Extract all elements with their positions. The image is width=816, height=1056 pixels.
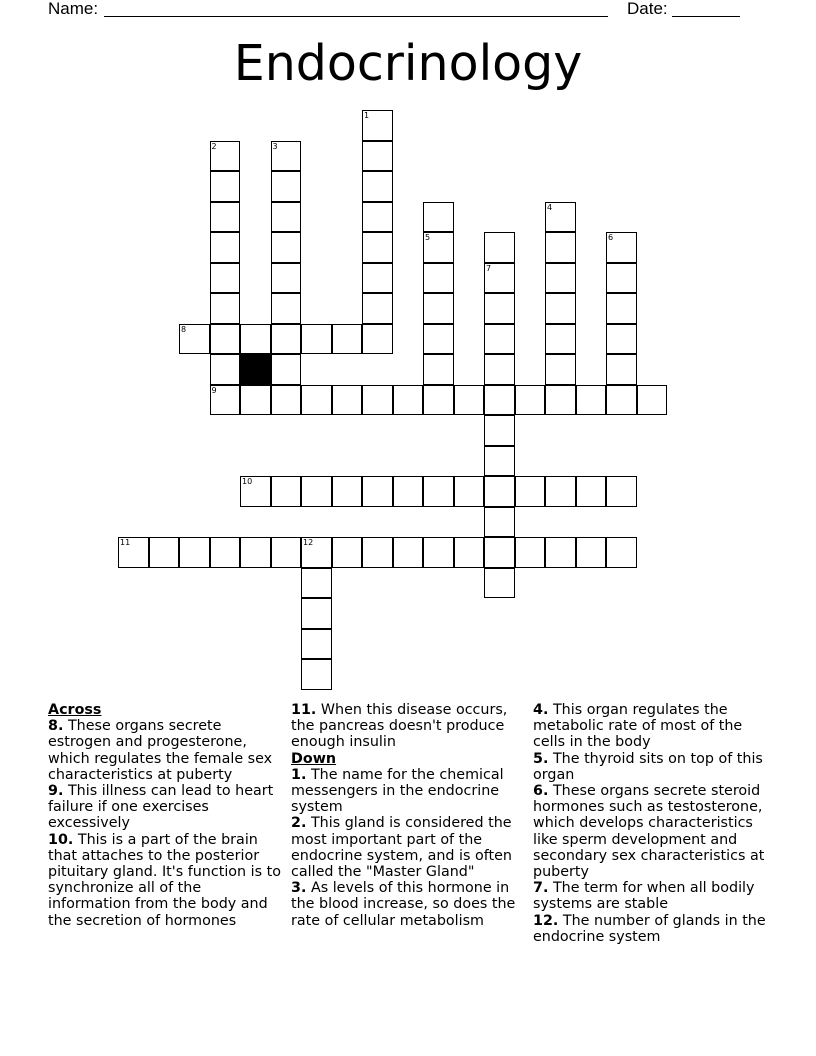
clue-text: The number of glands in the endocrine system: [533, 912, 766, 945]
clue-down-7: [533, 880, 771, 912]
grid-cell[interactable]: [545, 324, 576, 355]
clue-text: When this disease occurs, the pancreas doesn't produce enough insulin: [291, 702, 508, 751]
clue-number: 2.: [291, 815, 307, 832]
grid-cell[interactable]: [454, 476, 485, 507]
grid-cell[interactable]: [301, 598, 332, 629]
grid-cell[interactable]: [484, 507, 515, 538]
grid-cell[interactable]: [484, 446, 515, 477]
clue-column-3: [533, 702, 771, 945]
grid-cell[interactable]: [210, 537, 241, 568]
grid-cell[interactable]: [393, 476, 424, 507]
clue-down-12: [533, 913, 771, 945]
grid-cell[interactable]: [484, 476, 515, 507]
cell-number-1: 1: [364, 111, 370, 120]
grid-cell[interactable]: [484, 293, 515, 324]
grid-cell[interactable]: [545, 263, 576, 294]
grid-cell[interactable]: [301, 568, 332, 599]
grid-cell[interactable]: [210, 324, 241, 355]
clue-number: 12.: [533, 912, 559, 929]
clue-number: 7.: [533, 880, 549, 897]
grid-cell[interactable]: [545, 385, 576, 416]
clue-across-9: [48, 783, 284, 832]
grid-cell[interactable]: [515, 476, 546, 507]
grid-cell[interactable]: [362, 232, 393, 263]
grid-cell[interactable]: [637, 385, 668, 416]
grid-cell[interactable]: [271, 171, 302, 202]
clue-text: The name for the chemical messengers in the endocrine system: [291, 766, 504, 816]
clue-down-2: [291, 815, 527, 880]
grid-cell[interactable]: [210, 293, 241, 324]
grid-cell[interactable]: [332, 324, 363, 355]
grid-cell[interactable]: [423, 293, 454, 324]
cell-number-9: 9: [211, 385, 217, 395]
grid-cell[interactable]: [362, 385, 393, 416]
clue-number: 6.: [533, 783, 549, 800]
grid-cell[interactable]: [606, 385, 637, 416]
grid-cell[interactable]: [210, 354, 241, 385]
clue-text: The thyroid sits on top of this organ: [533, 750, 763, 783]
grid-cell[interactable]: [423, 354, 454, 385]
grid-cell[interactable]: [484, 537, 515, 568]
grid-cell[interactable]: [606, 476, 637, 507]
grid-cell[interactable]: [271, 202, 302, 233]
grid-cell[interactable]: [606, 354, 637, 385]
cell-number-5: 5: [425, 233, 431, 242]
page-title: Endocrinology: [233, 35, 583, 92]
grid-cell[interactable]: [210, 263, 241, 294]
clue-down-5: [533, 751, 771, 783]
grid-cell[interactable]: [576, 476, 607, 507]
grid-cell[interactable]: [362, 202, 393, 233]
grid-cell[interactable]: [240, 324, 271, 355]
grid-cell[interactable]: [423, 385, 454, 416]
grid-cell[interactable]: [454, 385, 485, 416]
clue-down-1: [291, 767, 527, 816]
grid-cell[interactable]: [362, 537, 393, 568]
cell-number-3: 3: [272, 141, 278, 151]
grid-cell[interactable]: [515, 385, 546, 416]
grid-cell[interactable]: [271, 476, 302, 507]
grid-cell[interactable]: [332, 385, 363, 416]
grid-cell[interactable]: [393, 385, 424, 416]
date-label: Date:: [627, 0, 668, 18]
cell-number-8: 8: [181, 324, 187, 334]
grid-cell[interactable]: [301, 324, 332, 355]
clue-number: 11.: [291, 702, 317, 718]
cell-number-12: 12: [303, 538, 314, 547]
grid-cell[interactable]: [271, 293, 302, 324]
grid-cell[interactable]: [301, 659, 332, 690]
grid-cell[interactable]: [606, 293, 637, 324]
grid-cell[interactable]: [362, 293, 393, 324]
cell-number-7: 7: [486, 263, 492, 273]
grid-cell[interactable]: [240, 385, 271, 416]
cell-number-11: 11: [120, 538, 131, 547]
clue-text: This gland is considered the most important part of the endocrine system, and is often called the "Master Gland": [291, 815, 512, 881]
grid-cell[interactable]: [606, 537, 637, 568]
clue-across-10: [48, 832, 284, 929]
grid-cell[interactable]: [484, 354, 515, 385]
clue-number: 5.: [533, 750, 549, 767]
grid-cell[interactable]: [271, 537, 302, 568]
grid-cell[interactable]: [454, 537, 485, 568]
grid-cell[interactable]: [576, 537, 607, 568]
grid-cell[interactable]: [240, 537, 271, 568]
grid-cell[interactable]: [362, 171, 393, 202]
grid-cell[interactable]: [179, 537, 210, 568]
grid-cell[interactable]: [362, 476, 393, 507]
clue-column-2: [291, 702, 527, 929]
grid-cell[interactable]: [545, 293, 576, 324]
clue-text: This illness can lead to heart failure if one exercises excessively: [48, 783, 274, 832]
grid-cell[interactable]: [271, 354, 302, 385]
grid-cell[interactable]: [484, 232, 515, 263]
clue-across-11: [291, 702, 527, 751]
grid-cell[interactable]: [271, 385, 302, 416]
grid-cell[interactable]: [423, 476, 454, 507]
clue-text: These organs secrete steroid hormones such as testosterone, which develops characteristics like sperm development and secondary sex characteristics at puberty: [533, 783, 765, 881]
grid-cell[interactable]: [576, 385, 607, 416]
clue-down-6: [533, 783, 771, 880]
black-cell: [240, 354, 271, 385]
grid-cell[interactable]: [423, 324, 454, 355]
grid-cell[interactable]: [271, 232, 302, 263]
grid-cell[interactable]: [362, 263, 393, 294]
cell-number-4: 4: [547, 202, 553, 212]
grid-cell[interactable]: [332, 537, 363, 568]
cell-number-6: 6: [608, 233, 614, 242]
grid-cell[interactable]: [484, 324, 515, 355]
grid-cell[interactable]: [423, 202, 454, 233]
grid-cell[interactable]: [484, 385, 515, 416]
grid-cell[interactable]: [393, 537, 424, 568]
clue-number: 10.: [48, 831, 74, 848]
grid-cell[interactable]: [484, 415, 515, 446]
grid-cell[interactable]: [423, 537, 454, 568]
clue-number: 4.: [533, 702, 549, 718]
grid-cell[interactable]: [362, 324, 393, 355]
grid-cell[interactable]: [301, 476, 332, 507]
cell-number-10: 10: [242, 477, 253, 486]
clue-number: 3.: [291, 880, 307, 897]
clue-text: These organs secrete estrogen and progesterone, which regulates the female sex characteristics at puberty: [48, 718, 273, 783]
clue-down-3: [291, 880, 527, 929]
grid-cell[interactable]: [271, 324, 302, 355]
grid-cell[interactable]: [271, 263, 302, 294]
cell-number-2: 2: [211, 141, 217, 151]
grid-cell[interactable]: [362, 141, 393, 172]
grid-cell[interactable]: [545, 476, 576, 507]
clue-down-4: [533, 702, 771, 751]
across-heading: Across: [48, 702, 102, 718]
grid-cell[interactable]: [606, 263, 637, 294]
name-label: Name:: [48, 0, 99, 18]
grid-cell[interactable]: [210, 232, 241, 263]
grid-cell[interactable]: [149, 537, 180, 568]
grid-cell[interactable]: [484, 568, 515, 599]
grid-cell[interactable]: [210, 171, 241, 202]
clue-number: 8.: [48, 718, 64, 735]
grid-cell[interactable]: [301, 629, 332, 660]
grid-cell[interactable]: [545, 232, 576, 263]
clue-text: This organ regulates the metabolic rate of most of the cells in the body: [533, 702, 743, 751]
clue-text: As levels of this hormone in the blood increase, so does the rate of cellular metabolism: [291, 880, 516, 929]
grid-cell[interactable]: [423, 263, 454, 294]
down-heading: Down: [291, 750, 337, 767]
grid-cell[interactable]: [606, 324, 637, 355]
grid-cell[interactable]: [545, 537, 576, 568]
grid-cell[interactable]: [301, 385, 332, 416]
clue-across-8: [48, 718, 284, 783]
clue-number: 9.: [48, 783, 64, 800]
grid-cell[interactable]: [545, 354, 576, 385]
clue-text: This is a part of the brain that attaches to the posterior pituitary gland. It's function is to synchronize all of the information from the body and the secretion of hormones: [48, 831, 281, 929]
grid-cell[interactable]: [332, 476, 363, 507]
grid-cell[interactable]: [210, 202, 241, 233]
grid-cell[interactable]: [515, 537, 546, 568]
clue-number: 1.: [291, 766, 307, 783]
clue-text: The term for when all bodily systems are stable: [533, 880, 755, 913]
clue-column-1: [48, 702, 284, 929]
